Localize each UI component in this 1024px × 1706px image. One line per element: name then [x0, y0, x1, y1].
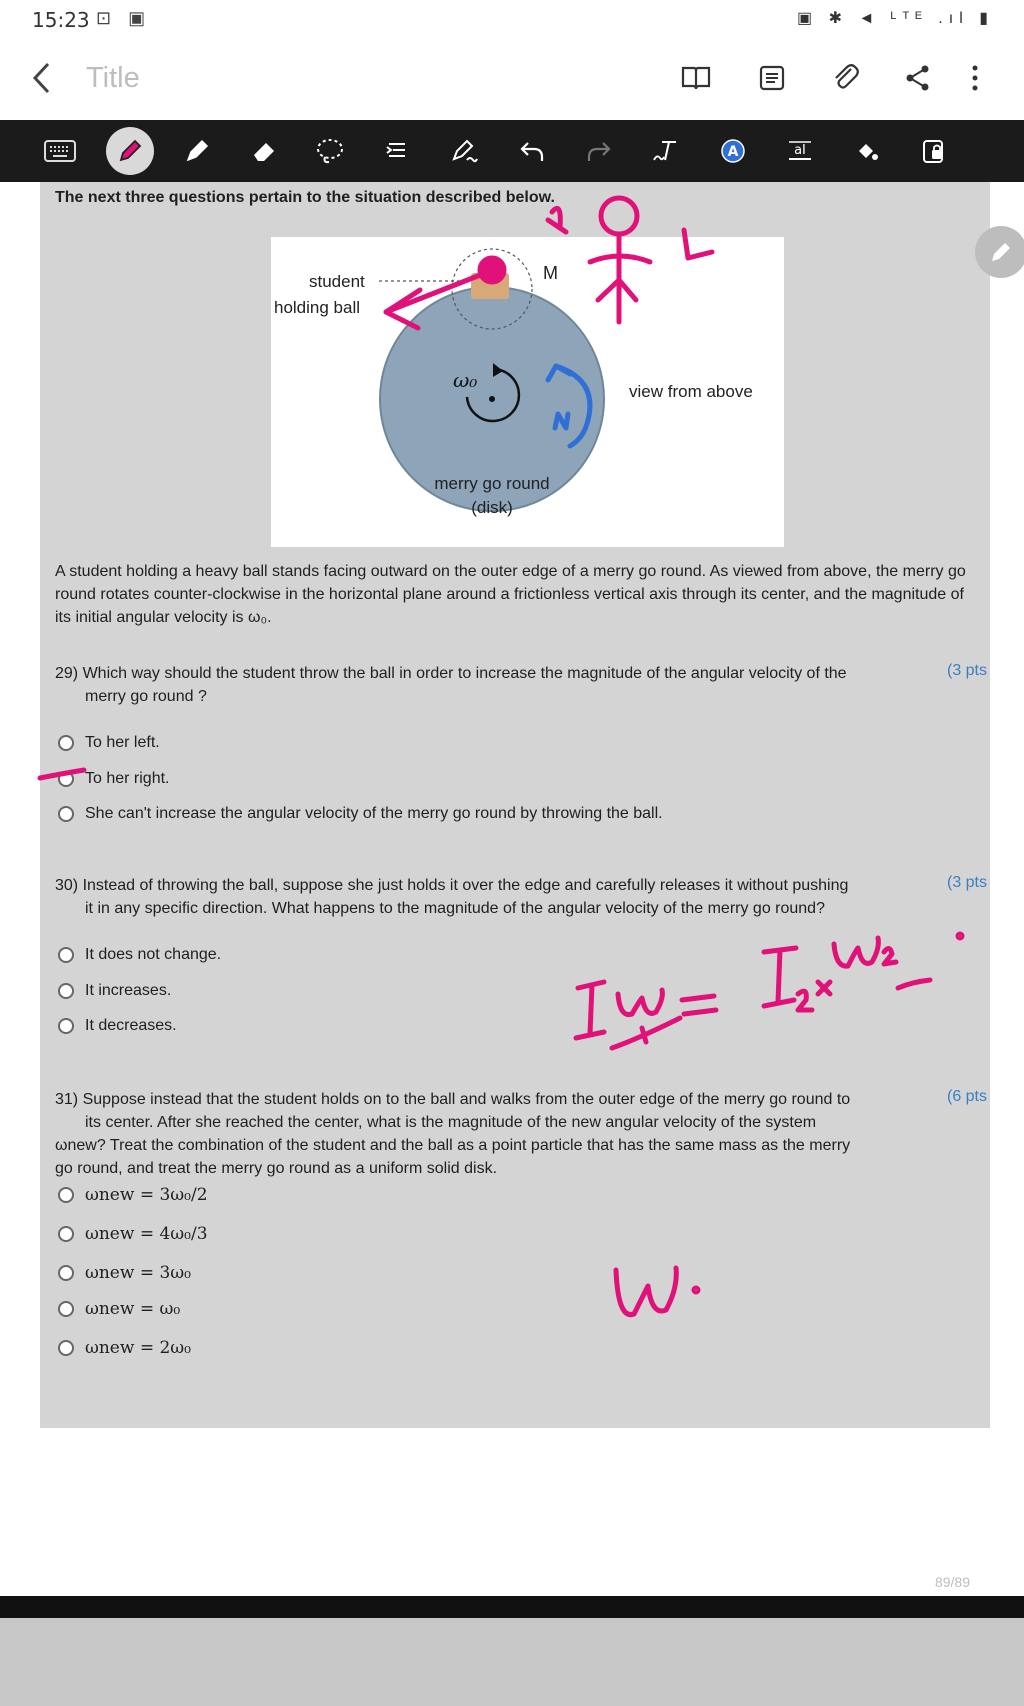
option-label: It does not change. [85, 946, 222, 963]
navigation-bar-divider [0, 1596, 1024, 1618]
radio-button[interactable] [58, 1018, 74, 1034]
color-icon[interactable] [709, 127, 757, 175]
shape-icon[interactable] [776, 127, 824, 175]
back-icon[interactable] [30, 58, 54, 106]
radio-button[interactable] [58, 1226, 74, 1242]
option-label: It decreases. [85, 1017, 177, 1034]
question-31-points: (6 pts [946, 1088, 987, 1105]
radio-button[interactable] [58, 1340, 74, 1356]
undo-icon[interactable] [508, 127, 556, 175]
q31-option-c[interactable] [58, 1260, 191, 1286]
q31-option-b[interactable] [58, 1221, 208, 1247]
radio-button[interactable] [58, 1301, 74, 1317]
pen-icon[interactable] [106, 127, 154, 175]
section-heading: The next three questions pertain to the situation described below. [55, 189, 555, 206]
fill-icon[interactable] [843, 127, 891, 175]
option-label: ωnew = 3ω₀ [85, 1263, 191, 1283]
option-label: To her left. [85, 734, 160, 751]
q29-option-cant[interactable] [58, 801, 663, 827]
intro-paragraph: A student holding a heavy ball stands facing outward on the outer edge of a merry go round. As viewed from above, the merry go round rotates counter-clockwise in the horizontal plane around a frictionless vertical axis through its center, and the magnitude of its initial angular velocity is ω₀. [55, 563, 966, 626]
status-notification-icons: ⊡ ▣ [96, 8, 152, 28]
question-31-line1: 31) Suppose instead that the student holds on to the ball and walks from the outer edge of the merry go round to [55, 1091, 851, 1108]
text-box-icon[interactable] [642, 127, 690, 175]
question-29-points: (3 pts [946, 662, 987, 679]
handwriting-icon[interactable] [440, 127, 488, 175]
mass-label: M [543, 263, 558, 283]
svg-text:A: A [727, 144, 739, 160]
option-label: ωnew = 2ω₀ [85, 1338, 191, 1358]
document-page [40, 182, 990, 1428]
eraser-icon[interactable] [240, 127, 288, 175]
student-label-2: holding ball [274, 298, 361, 317]
question-30-line1: 30) Instead of throwing the ball, suppose she just holds it over the edge and carefully releases it without pushing [55, 877, 849, 894]
option-label: She can't increase the angular velocity of the merry go round by throwing the ball. [85, 805, 663, 822]
disk-label-1: merry go round [434, 474, 550, 493]
option-label: It increases. [85, 982, 172, 999]
question-29-line1: 29) Which way should the student throw the ball in order to increase the magnitude of the angular velocity of the [55, 665, 847, 682]
omega-label: ω₀ [453, 368, 478, 392]
page-indicator: 89/89 [934, 1574, 970, 1590]
question-29 [55, 662, 905, 708]
q31-option-d[interactable] [58, 1296, 180, 1322]
status-bar [0, 0, 1024, 38]
status-system-icons: ▣ ✱ ◄ ᴸᵀᴱ .ıl ▮ [797, 10, 994, 27]
radio-button[interactable] [58, 735, 74, 751]
question-31-line3: ωnew? Treat the combination of the student and the ball as a point particle that has the same mass as the merry [55, 1137, 851, 1154]
question-29-line2: merry go round ? [85, 688, 207, 705]
axis-point [489, 396, 495, 402]
view-label: view from above [629, 382, 753, 401]
question-30-line2: it in any specific direction. What happens to the magnitude of the angular velocity of the merry go round? [85, 900, 825, 917]
radio-button[interactable] [58, 1265, 74, 1281]
keyboard-icon[interactable] [36, 127, 84, 175]
option-label: ωnew = 4ω₀/3 [85, 1224, 208, 1244]
q29-option-left[interactable] [58, 730, 160, 756]
radio-button[interactable] [58, 771, 74, 787]
radio-button[interactable] [58, 1187, 74, 1203]
more-icon[interactable] [955, 58, 995, 98]
q30-option-decreases[interactable] [58, 1013, 177, 1039]
merry-go-round-figure [271, 237, 784, 547]
option-label: ωnew = 3ω₀/2 [85, 1185, 208, 1205]
q30-option-increases[interactable] [58, 978, 171, 1004]
q31-option-a[interactable] [58, 1182, 208, 1208]
lock-icon[interactable] [910, 127, 958, 175]
app-bar [0, 38, 1024, 120]
svg-text:aI: aI [794, 143, 806, 158]
document-title[interactable]: Title [86, 62, 140, 94]
edit-fab-button[interactable] [975, 226, 1024, 278]
redo-icon[interactable] [575, 127, 623, 175]
student-label-1: student [309, 272, 365, 291]
paperclip-icon[interactable] [826, 58, 866, 98]
lasso-icon[interactable] [306, 127, 354, 175]
drawing-toolbar [0, 120, 1024, 182]
option-label: To her right. [85, 770, 170, 787]
q31-option-e[interactable] [58, 1335, 191, 1361]
list-icon[interactable] [752, 58, 792, 98]
question-31 [55, 1088, 905, 1180]
q29-option-right[interactable] [58, 766, 169, 792]
book-icon[interactable] [676, 58, 716, 98]
navigation-bar [0, 1618, 1024, 1706]
edit-fab-icon [988, 239, 1014, 265]
question-30 [55, 874, 905, 920]
radio-button[interactable] [58, 983, 74, 999]
disk-label-2: (disk) [471, 498, 513, 517]
merry-go-round-diagram [271, 237, 784, 547]
radio-button[interactable] [58, 806, 74, 822]
share-icon[interactable] [898, 58, 938, 98]
radio-button[interactable] [58, 947, 74, 963]
student-shape [471, 273, 509, 299]
highlighter-icon[interactable] [173, 127, 221, 175]
q30-option-no-change[interactable] [58, 942, 221, 968]
question-31-line2: its center. After she reached the center, what is the magnitude of the new angular velocity of the system [85, 1114, 817, 1131]
question-31-line4: go round, and treat the merry go round as a uniform solid disk. [55, 1160, 498, 1177]
option-label: ωnew = ω₀ [85, 1299, 181, 1319]
status-time: 15:23 [32, 8, 90, 32]
question-30-points: (3 pts [946, 874, 987, 891]
text-icon[interactable] [373, 127, 421, 175]
